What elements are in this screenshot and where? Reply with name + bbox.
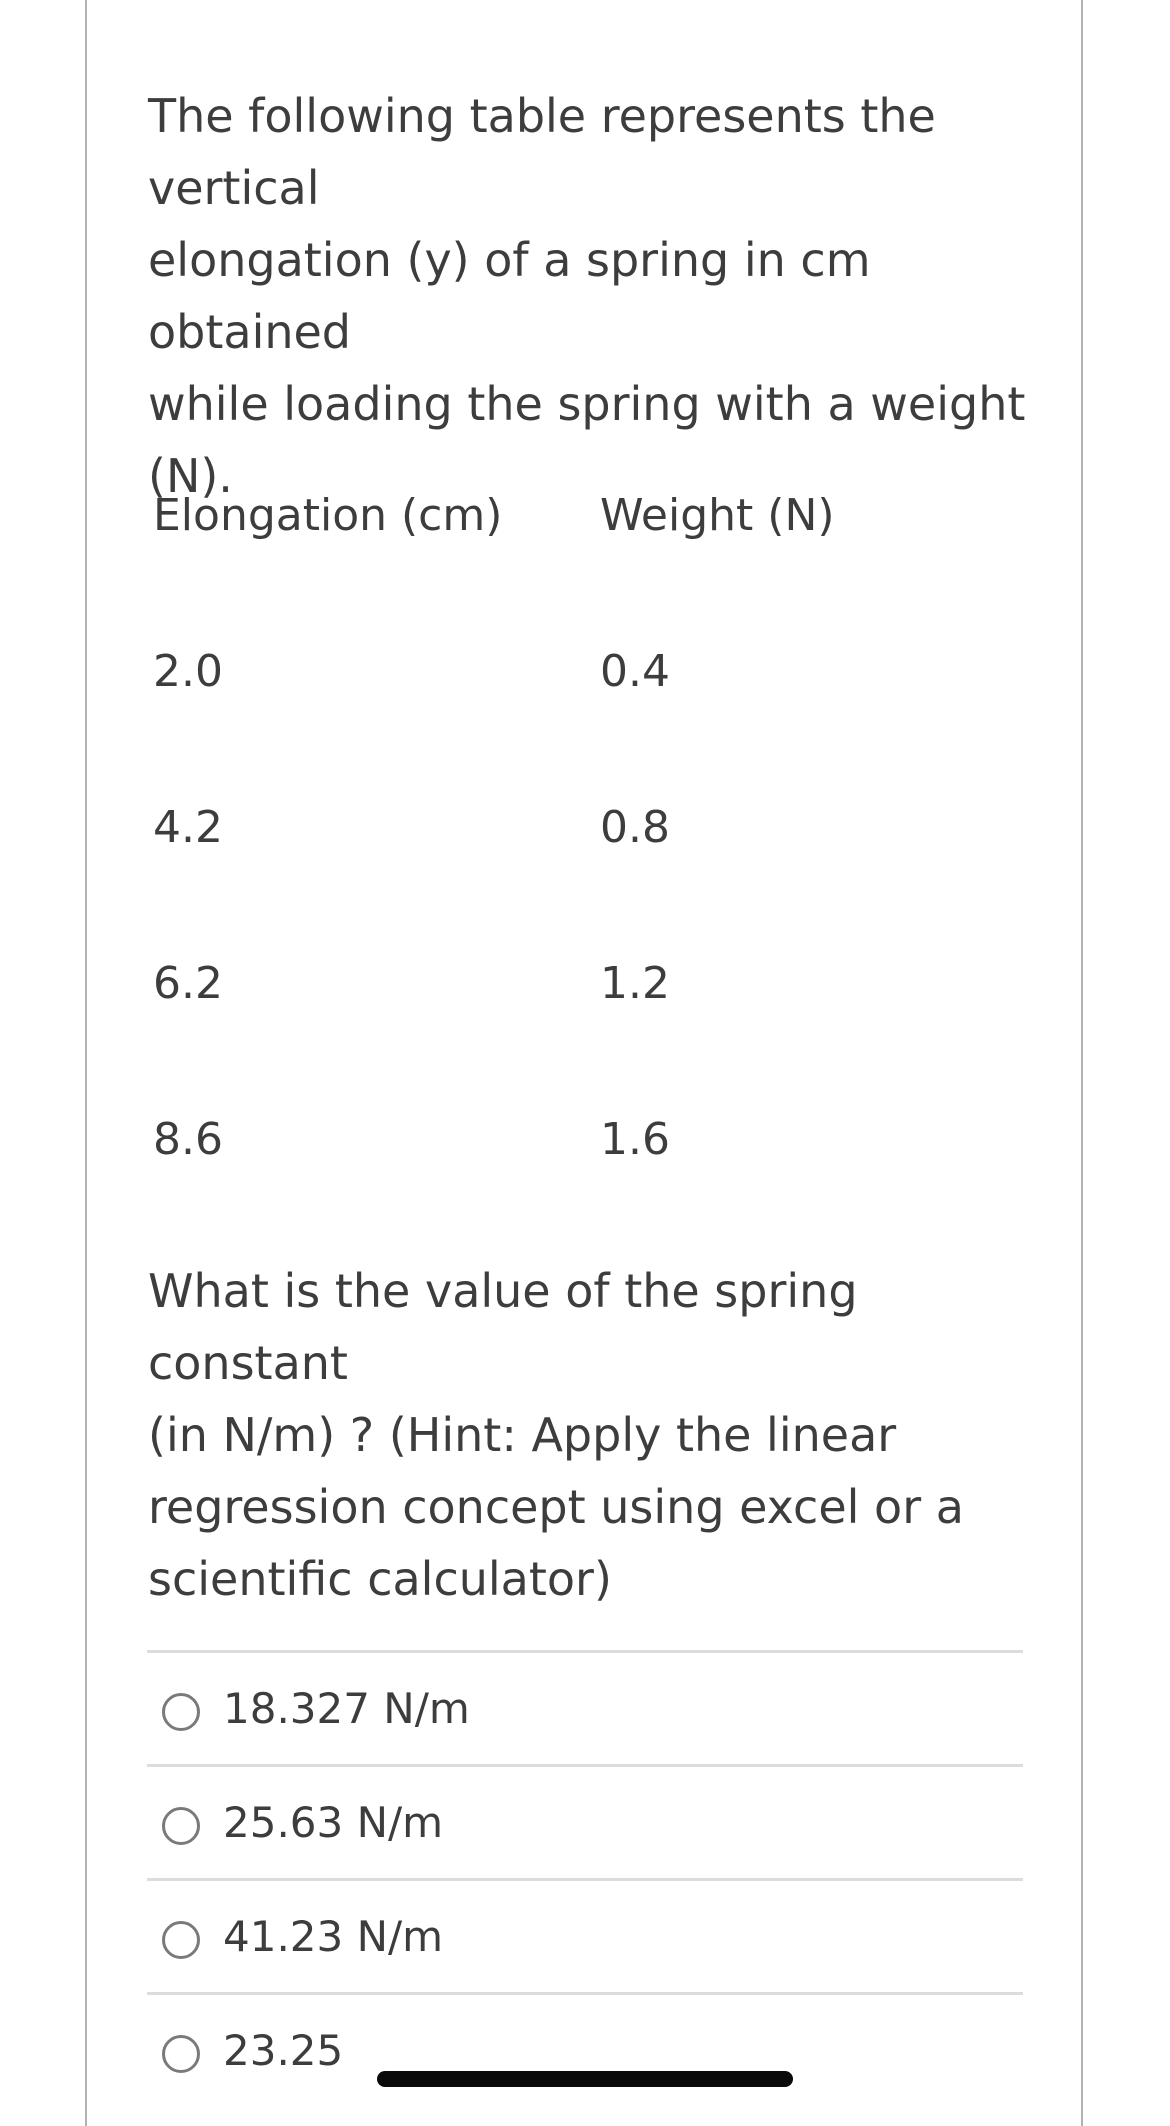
table-cell-elongation: 2.0	[153, 646, 223, 697]
question-intro-line-3: while loading the spring with a weight (N).	[148, 377, 1026, 503]
table-row	[153, 1114, 1053, 1174]
answer-option-label: 25.63 N/m	[223, 1798, 444, 1847]
table-cell-weight: 1.6	[600, 1114, 670, 1165]
home-indicator[interactable]	[377, 2071, 793, 2087]
table-header-elongation: Elongation (cm)	[153, 490, 503, 541]
table-cell-elongation: 4.2	[153, 802, 223, 853]
question-prompt-line-4: scientific calculator)	[148, 1552, 612, 1606]
question-intro	[148, 80, 1048, 512]
table-header-weight: Weight (N)	[600, 490, 835, 541]
answer-option-label: 18.327 N/m	[223, 1684, 470, 1733]
table-row	[153, 958, 1053, 1018]
question-intro-line-1: The following table represents the vertical	[148, 89, 936, 215]
radio-button-icon[interactable]	[162, 1921, 200, 1959]
table-row	[153, 646, 1053, 706]
answer-option-label: 41.23 N/m	[223, 1912, 444, 1961]
question-intro-line-2: elongation (y) of a spring in cm obtained	[148, 233, 871, 359]
answer-option-3[interactable]	[147, 1878, 1023, 1992]
question-prompt-line-1: What is the value of the spring constant	[148, 1264, 858, 1390]
table-cell-elongation: 6.2	[153, 958, 223, 1009]
answer-option-1[interactable]	[147, 1650, 1023, 1764]
table-header-row	[153, 490, 1053, 550]
table-cell-elongation: 8.6	[153, 1114, 223, 1165]
table-row	[153, 802, 1053, 862]
radio-button-icon[interactable]	[162, 1693, 200, 1731]
table-cell-weight: 1.2	[600, 958, 670, 1009]
answer-option-2[interactable]	[147, 1764, 1023, 1878]
question-prompt	[148, 1255, 1048, 1615]
question-prompt-line-2: (in N/m) ? (Hint: Apply the linear	[148, 1408, 897, 1462]
radio-button-icon[interactable]	[162, 1807, 200, 1845]
question-prompt-line-3: regression concept using excel or a	[148, 1480, 964, 1534]
radio-button-icon[interactable]	[162, 2035, 200, 2073]
answer-option-4[interactable]	[147, 1992, 1023, 2106]
answer-option-label: 23.25	[223, 2026, 344, 2075]
table-cell-weight: 0.4	[600, 646, 670, 697]
table-cell-weight: 0.8	[600, 802, 670, 853]
